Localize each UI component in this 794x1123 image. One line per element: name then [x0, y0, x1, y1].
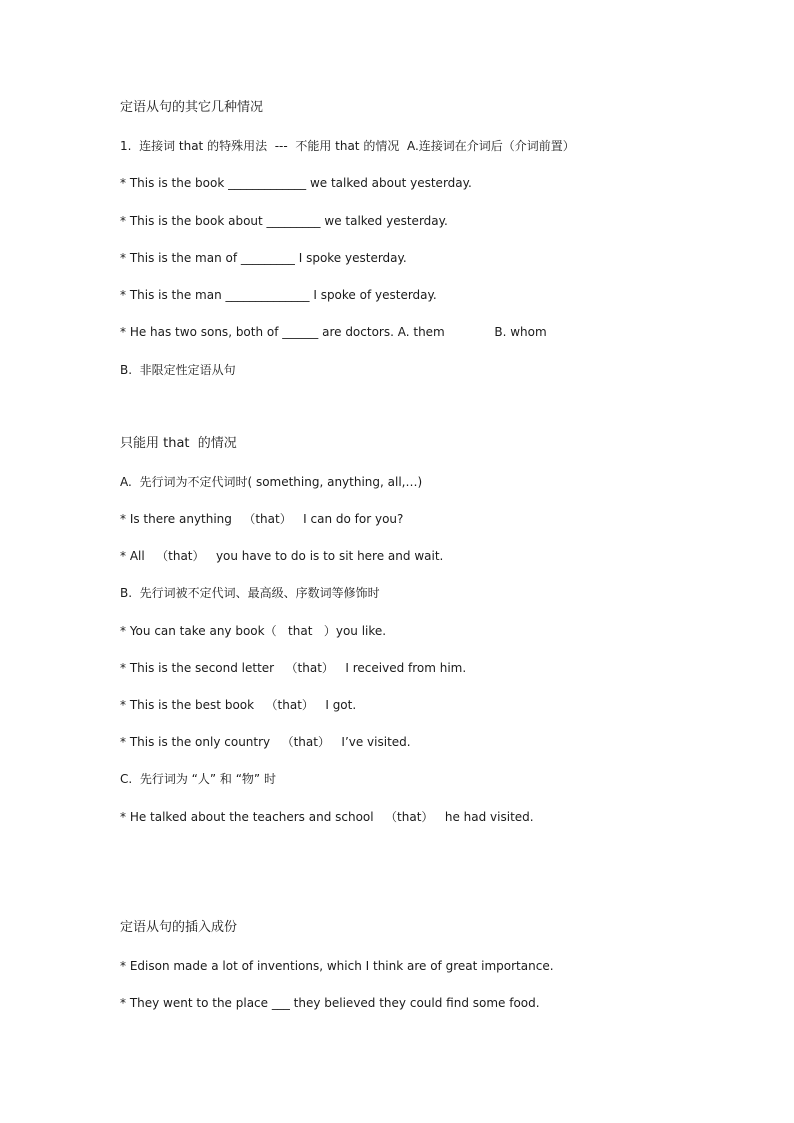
- list-item-heading: A. 先行词为不定代词时( something, anything, all,…): [120, 475, 423, 489]
- section-title: 定语从句的其它几种情况: [120, 100, 264, 115]
- example-sentence: * All （that） you have to do is to sit here and wait.: [120, 549, 444, 563]
- example-sentence: * This is the book _____________ we talked about yesterday.: [120, 176, 472, 190]
- example-sentence: * This is the only country （that） I’ve visited.: [120, 735, 411, 749]
- example-sentence: * They went to the place ___ they believed they could find some food.: [120, 996, 540, 1010]
- example-sentence: * This is the man of _________ I spoke yesterday.: [120, 251, 407, 265]
- example-sentence: * This is the best book （that） I got.: [120, 698, 357, 712]
- subheading: 1. 连接词 that 的特殊用法 --- 不能用 that 的情况 A.连接词在介词后（介词前置）: [120, 139, 575, 153]
- list-item-heading: B. 先行词被不定代词、最高级、序数词等修饰时: [120, 586, 380, 600]
- example-sentence: * Edison made a lot of inventions, which I think are of great importance.: [120, 959, 554, 973]
- section-title: 只能用 that 的情况: [120, 436, 237, 451]
- example-sentence: * Is there anything （that） I can do for you?: [120, 512, 404, 526]
- list-item-heading: B. 非限定性定语从句: [120, 363, 236, 377]
- example-sentence: * This is the man ______________ I spoke of yesterday.: [120, 288, 437, 302]
- example-sentence: * He has two sons, both of ______ are doctors. A. them B. whom: [120, 325, 547, 339]
- section-title: 定语从句的插入成份: [120, 920, 238, 935]
- example-sentence: * This is the book about _________ we talked yesterday.: [120, 214, 448, 228]
- example-sentence: * He talked about the teachers and school （that） he had visited.: [120, 810, 534, 824]
- list-item-heading: C. 先行词为 “人” 和 “物” 时: [120, 772, 276, 786]
- example-sentence: * This is the second letter （that） I received from him.: [120, 661, 467, 675]
- example-sentence: * You can take any book（ that ）you like.: [120, 624, 387, 638]
